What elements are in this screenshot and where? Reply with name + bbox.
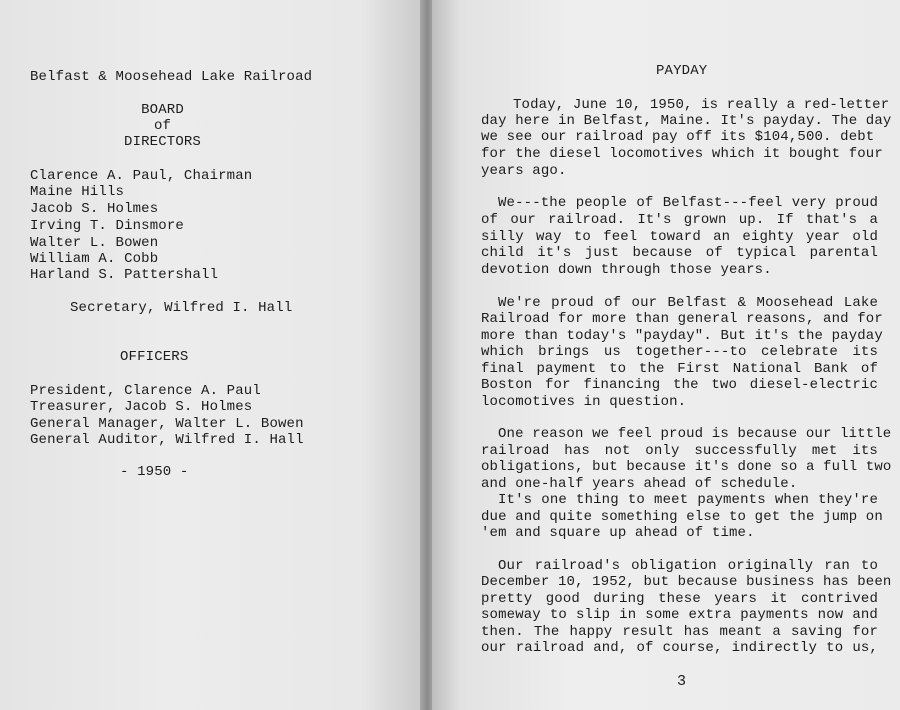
director-list-item: Irving T. Dinsmore	[30, 218, 184, 234]
paragraph-line: Our railroad's obligation originally ran to	[498, 558, 878, 574]
paragraph-line: our railroad and, of course, indirectly to us,	[481, 640, 878, 656]
paragraph-line: Railroad for more than general reasons, and for	[481, 311, 883, 327]
officer-list-item: President, Clarence A. Paul	[30, 383, 261, 399]
page-number: 3	[677, 673, 687, 690]
paragraph-line: final payment to the First National Bank of	[481, 361, 878, 377]
officer-list-item: General Auditor, Wilfred I. Hall	[30, 432, 304, 448]
officers-heading: OFFICERS	[120, 349, 189, 365]
paragraph-line: we see our railroad pay off its $104,500. debt	[481, 129, 875, 145]
paragraph-line: December 10, 1952, but because business has been	[481, 574, 892, 590]
railroad-name: Belfast & Moosehead Lake Railroad	[30, 69, 313, 85]
board-heading-line-3: DIRECTORS	[124, 134, 201, 150]
director-list-item: William A. Cobb	[30, 251, 159, 267]
director-list-item: Jacob S. Holmes	[30, 201, 159, 217]
paragraph-line: Today, June 10, 1950, is really a red-letter	[513, 97, 890, 113]
page-title: PAYDAY	[656, 63, 708, 79]
paragraph-line: devotion down through those years.	[481, 262, 772, 278]
paragraph-line: due and quite something else to get the jump on	[481, 509, 883, 525]
director-list-item: Harland S. Pattershall	[30, 267, 219, 283]
paragraph-line: obligations, but because it's done so a full two	[481, 459, 892, 475]
right-page	[432, 0, 900, 710]
paragraph-line: of our railroad. It's grown up. If that's a	[481, 212, 878, 228]
officer-list-item: General Manager, Walter L. Bowen	[30, 416, 304, 432]
paragraph-line: railroad has not only successfully met its	[481, 443, 878, 459]
paragraph-line: silly way to feel toward an eighty year old	[481, 229, 878, 245]
paragraph-line: years ago.	[481, 163, 567, 179]
paragraph-line: more than today's "payday". But it's the payday	[481, 328, 883, 344]
paragraph-line: locomotives in question.	[481, 394, 687, 410]
paragraph-line: child it's just because of typical parental	[481, 245, 878, 261]
paragraph-line: It's one thing to meet payments when they're	[498, 492, 878, 508]
board-heading-line-1: BOARD	[141, 102, 184, 118]
paragraph-line: and one-half years ahead of schedule.	[481, 476, 798, 492]
director-list-item: Maine Hills	[30, 184, 125, 200]
paragraph-line: Boston for financing the two diesel-electric	[481, 377, 878, 393]
left-page	[0, 0, 424, 710]
officer-list-item: Treasurer, Jacob S. Holmes	[30, 399, 253, 415]
paragraph-line: 'em and square up ahead of time.	[481, 525, 755, 541]
paragraph-line: day here in Belfast, Maine. It's payday. The day	[481, 113, 892, 129]
paragraph-line: someway to slip in some extra payments now and	[481, 607, 878, 623]
paragraph-line: pretty good during these years it contrived	[481, 591, 878, 607]
year-line: - 1950 -	[120, 464, 189, 480]
paragraph-line: One reason we feel proud is because our little	[498, 426, 892, 442]
paragraph-line: We're proud of our Belfast & Moosehead Lake	[498, 295, 878, 311]
director-list-item: Walter L. Bowen	[30, 235, 159, 251]
secretary-line: Secretary, Wilfred I. Hall	[70, 300, 293, 316]
paragraph-line: then. The happy result has meant a saving for	[481, 624, 878, 640]
paragraph-line: which brings us together---to celebrate its	[481, 344, 878, 360]
paragraph-line: for the diesel locomotives which it bought four	[481, 146, 883, 162]
director-list-item: Clarence A. Paul, Chairman	[30, 168, 253, 184]
board-heading-line-2: of	[153, 118, 172, 134]
paragraph-line: We---the people of Belfast---feel very proud	[498, 195, 878, 211]
